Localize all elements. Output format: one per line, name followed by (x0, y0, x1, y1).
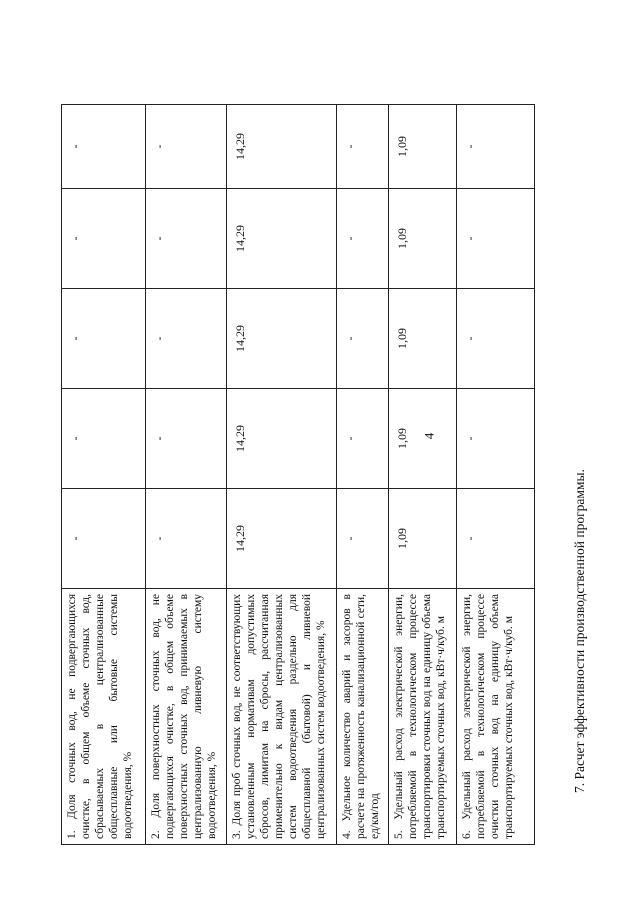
indicator-value: 1,09 (389, 189, 457, 289)
indicator-label: 1. Доля сточных вод, не подвергающихся очистке, в общем объеме сточных вод, сбрасываемых в централизованные общесплавные или бытовые системы водоотведения, % (62, 589, 146, 845)
indicator-value: 14,29 (227, 289, 337, 389)
indicator-value: 1,09 (389, 105, 457, 189)
indicator-table (61, 104, 535, 845)
indicator-value: 14,29 (227, 489, 337, 589)
indicator-value: - (146, 105, 227, 189)
indicator-value: - (457, 289, 535, 389)
table-row (227, 105, 337, 845)
indicator-value: - (62, 389, 146, 489)
indicator-value: - (457, 105, 535, 189)
indicator-value: - (146, 389, 227, 489)
table-row (457, 105, 535, 845)
indicator-value: - (337, 389, 389, 489)
indicator-value: 14,29 (227, 389, 337, 489)
indicator-value: - (337, 289, 389, 389)
indicator-value: 1,09 (389, 489, 457, 589)
table-row (337, 105, 389, 845)
indicator-label: 6. Удельный расход электрической энергии, потребляемой в технологическом процессе очистки сточных вод на единицу объема транспортируемых сточных вод, кВт·ч/куб. м (457, 589, 535, 845)
indicator-value: - (337, 189, 389, 289)
indicator-value: - (62, 189, 146, 289)
indicator-label: 5. Удельный расход электрической энергии, потребляемой в технологическом процессе транспортировки сточных вод на единицу объема транспортируемых сточных вод, кВт·ч/куб. м (389, 589, 457, 845)
page-number: 4 (421, 432, 437, 440)
indicator-value: - (337, 489, 389, 589)
indicator-value: - (62, 105, 146, 189)
indicator-value: 1,09 (389, 289, 457, 389)
indicator-label: 3. Доля проб сточных вод, не соответствующих установленным нормативам допустимых сбросов, лимитам на сбросы, рассчитанная применительно к видам централизованных систем водоотведения раздельно для общесплавной (бытовой) и ливневой централизованных систем водоотведения, % (227, 589, 337, 845)
indicator-value: - (62, 489, 146, 589)
indicator-value: - (146, 289, 227, 389)
indicator-value: 14,29 (227, 189, 337, 289)
indicator-value: - (146, 189, 227, 289)
section-heading: 7. Расчет эффективности производственной программы. (572, 469, 587, 793)
indicator-value: 14,29 (227, 105, 337, 189)
indicator-label: 2. Доля поверхностных сточных вод, не подвергающихся очистке, в общем объеме поверхностных сточных вод, принимаемых в централизованную ливневую систему водоотведения, % (146, 589, 227, 845)
indicator-value: - (62, 289, 146, 389)
indicator-value: - (457, 189, 535, 289)
indicator-value: - (457, 489, 535, 589)
indicator-value: 1,09 (389, 389, 457, 489)
indicator-value: - (457, 389, 535, 489)
indicator-value: - (337, 105, 389, 189)
table-row (62, 105, 146, 845)
indicator-label: 4. Удельное количество аварий и засоров в расчете на протяженность канализационной сети, ед/км/год (337, 589, 389, 845)
table-row (389, 105, 457, 845)
indicator-value: - (146, 489, 227, 589)
table-row (146, 105, 227, 845)
